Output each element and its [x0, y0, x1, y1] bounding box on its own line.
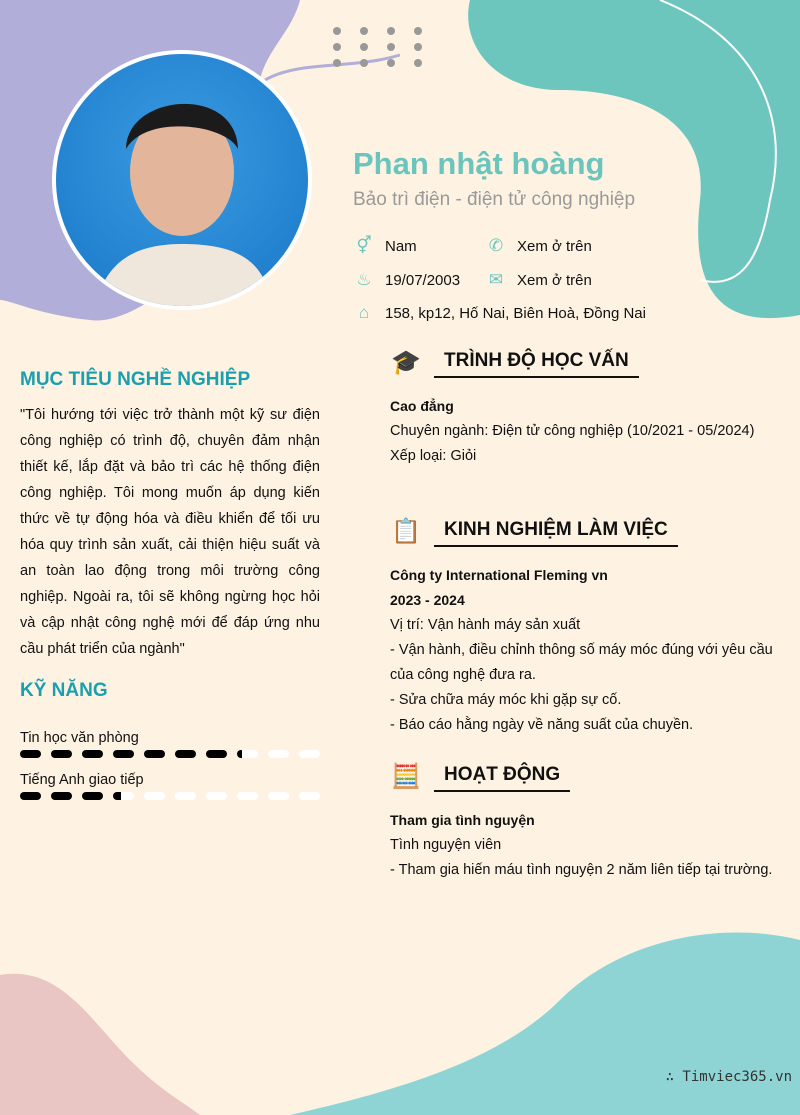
education-school: Cao đẳng	[390, 398, 454, 414]
candidate-name: Phan nhật hoàng	[353, 146, 605, 181]
skills-list	[20, 730, 320, 800]
envelope-icon: ✉	[488, 270, 504, 289]
skill-dash	[175, 792, 196, 800]
activity-name: Tham gia tình nguyện	[390, 812, 535, 828]
job-title: Bảo trì điện - điện tử công nghiệp	[353, 189, 636, 210]
activity-role: Tình nguyện viên	[390, 837, 502, 853]
email-value: Xem ở trên	[517, 271, 592, 289]
birthday-info	[355, 270, 460, 290]
phone-info	[487, 236, 592, 256]
skill-bar	[20, 792, 320, 800]
skill-bar	[20, 750, 320, 758]
education-major: Chuyên ngành: Điện tử công nghiệp (10/2021 - 05/2024)	[390, 423, 755, 439]
skill-dash	[237, 750, 258, 758]
skill-dash	[20, 792, 41, 800]
skill-dash	[113, 792, 134, 800]
experience-company: Công ty International Fleming vn	[390, 567, 608, 583]
skill-dash	[268, 750, 289, 758]
objective-heading: MỤC TIÊU NGHỀ NGHIỆP	[20, 369, 251, 390]
education-grade: Xếp loại: Giỏi	[390, 448, 477, 464]
footer-brand[interactable]: ∴ Timviec365.vn	[665, 1069, 792, 1085]
skill-dash	[20, 750, 41, 758]
activities-heading: HOẠT ĐỘNG	[434, 764, 570, 792]
skill-name: Tin học văn phòng	[20, 730, 139, 746]
skill-dash	[144, 750, 165, 758]
checklist-icon: 📋	[391, 518, 421, 545]
experience-position: Vị trí: Vận hành máy sản xuất	[390, 617, 581, 633]
skill-dash	[299, 750, 320, 758]
profile-photo	[52, 50, 312, 310]
experience-line: - Báo cáo hằng ngày về năng suất của chuyền.	[390, 717, 694, 733]
skill-name: Tiếng Anh giao tiếp	[20, 772, 144, 788]
cake-icon: ♨	[356, 270, 372, 289]
skill-dash	[51, 750, 72, 758]
gender-icon: ⚥	[356, 236, 372, 255]
phone-icon: ✆	[488, 236, 504, 255]
skill-dash	[299, 792, 320, 800]
education-section	[390, 348, 780, 469]
email-info	[487, 270, 592, 290]
experience-line: - Sửa chữa máy móc khi gặp sự cố.	[390, 692, 622, 708]
skill-dash	[206, 750, 227, 758]
skill-dash	[82, 750, 103, 758]
calculator-coins-icon: 🧮	[391, 763, 421, 790]
objective-text: "Tôi hướng tới việc trở thành một kỹ sư điện công nghiệp có trình độ, chuyên đảm nhận thiết kế, lắp đặt và bảo trì các hệ thống điện công nghiệp. Tôi mong muốn áp dụng kiến thức về tự động hóa và điều khiển để tối ưu hóa quy trình sản xuất, cải thiện hiệu suất và an toàn lao động trong môi trường công nghiệp. Ngoài ra, tôi sẽ không ngừng học hỏi và cập nhật công nghệ mới để đáp ứng nhu cầu phát triển của ngành"	[20, 407, 320, 657]
skill-dash	[268, 792, 289, 800]
experience-line: - Vận hành, điều chỉnh thông số máy móc đúng với yêu cầu của công nghệ đưa ra.	[390, 642, 773, 683]
skill-dash	[82, 792, 103, 800]
education-heading: TRÌNH ĐỘ HỌC VẤN	[434, 350, 639, 378]
skill-dash	[237, 792, 258, 800]
skill-dash	[175, 750, 196, 758]
phone-value: Xem ở trên	[517, 237, 592, 255]
skill-dash	[206, 792, 227, 800]
gender-value: Nam	[385, 237, 417, 255]
graduation-books-icon: 🎓	[391, 349, 421, 376]
home-icon: ⌂	[358, 303, 370, 322]
address-value: 158, kp12, Hố Nai, Biên Hoà, Đồng Nai	[385, 304, 646, 322]
birthday-value: 19/07/2003	[385, 271, 461, 289]
skill-dash	[113, 750, 134, 758]
activities-section	[390, 762, 780, 883]
activity-desc: - Tham gia hiến máu tình nguyện 2 năm liên tiếp tại trường.	[390, 862, 773, 878]
experience-period: 2023 - 2024	[390, 592, 465, 608]
experience-section	[390, 517, 780, 738]
skills-heading: KỸ NĂNG	[20, 680, 108, 701]
gender-info	[355, 236, 417, 256]
skill-dash	[144, 792, 165, 800]
address-info	[355, 303, 646, 323]
experience-heading: KINH NGHIỆM LÀM VIỆC	[434, 519, 678, 547]
skill-dash	[51, 792, 72, 800]
